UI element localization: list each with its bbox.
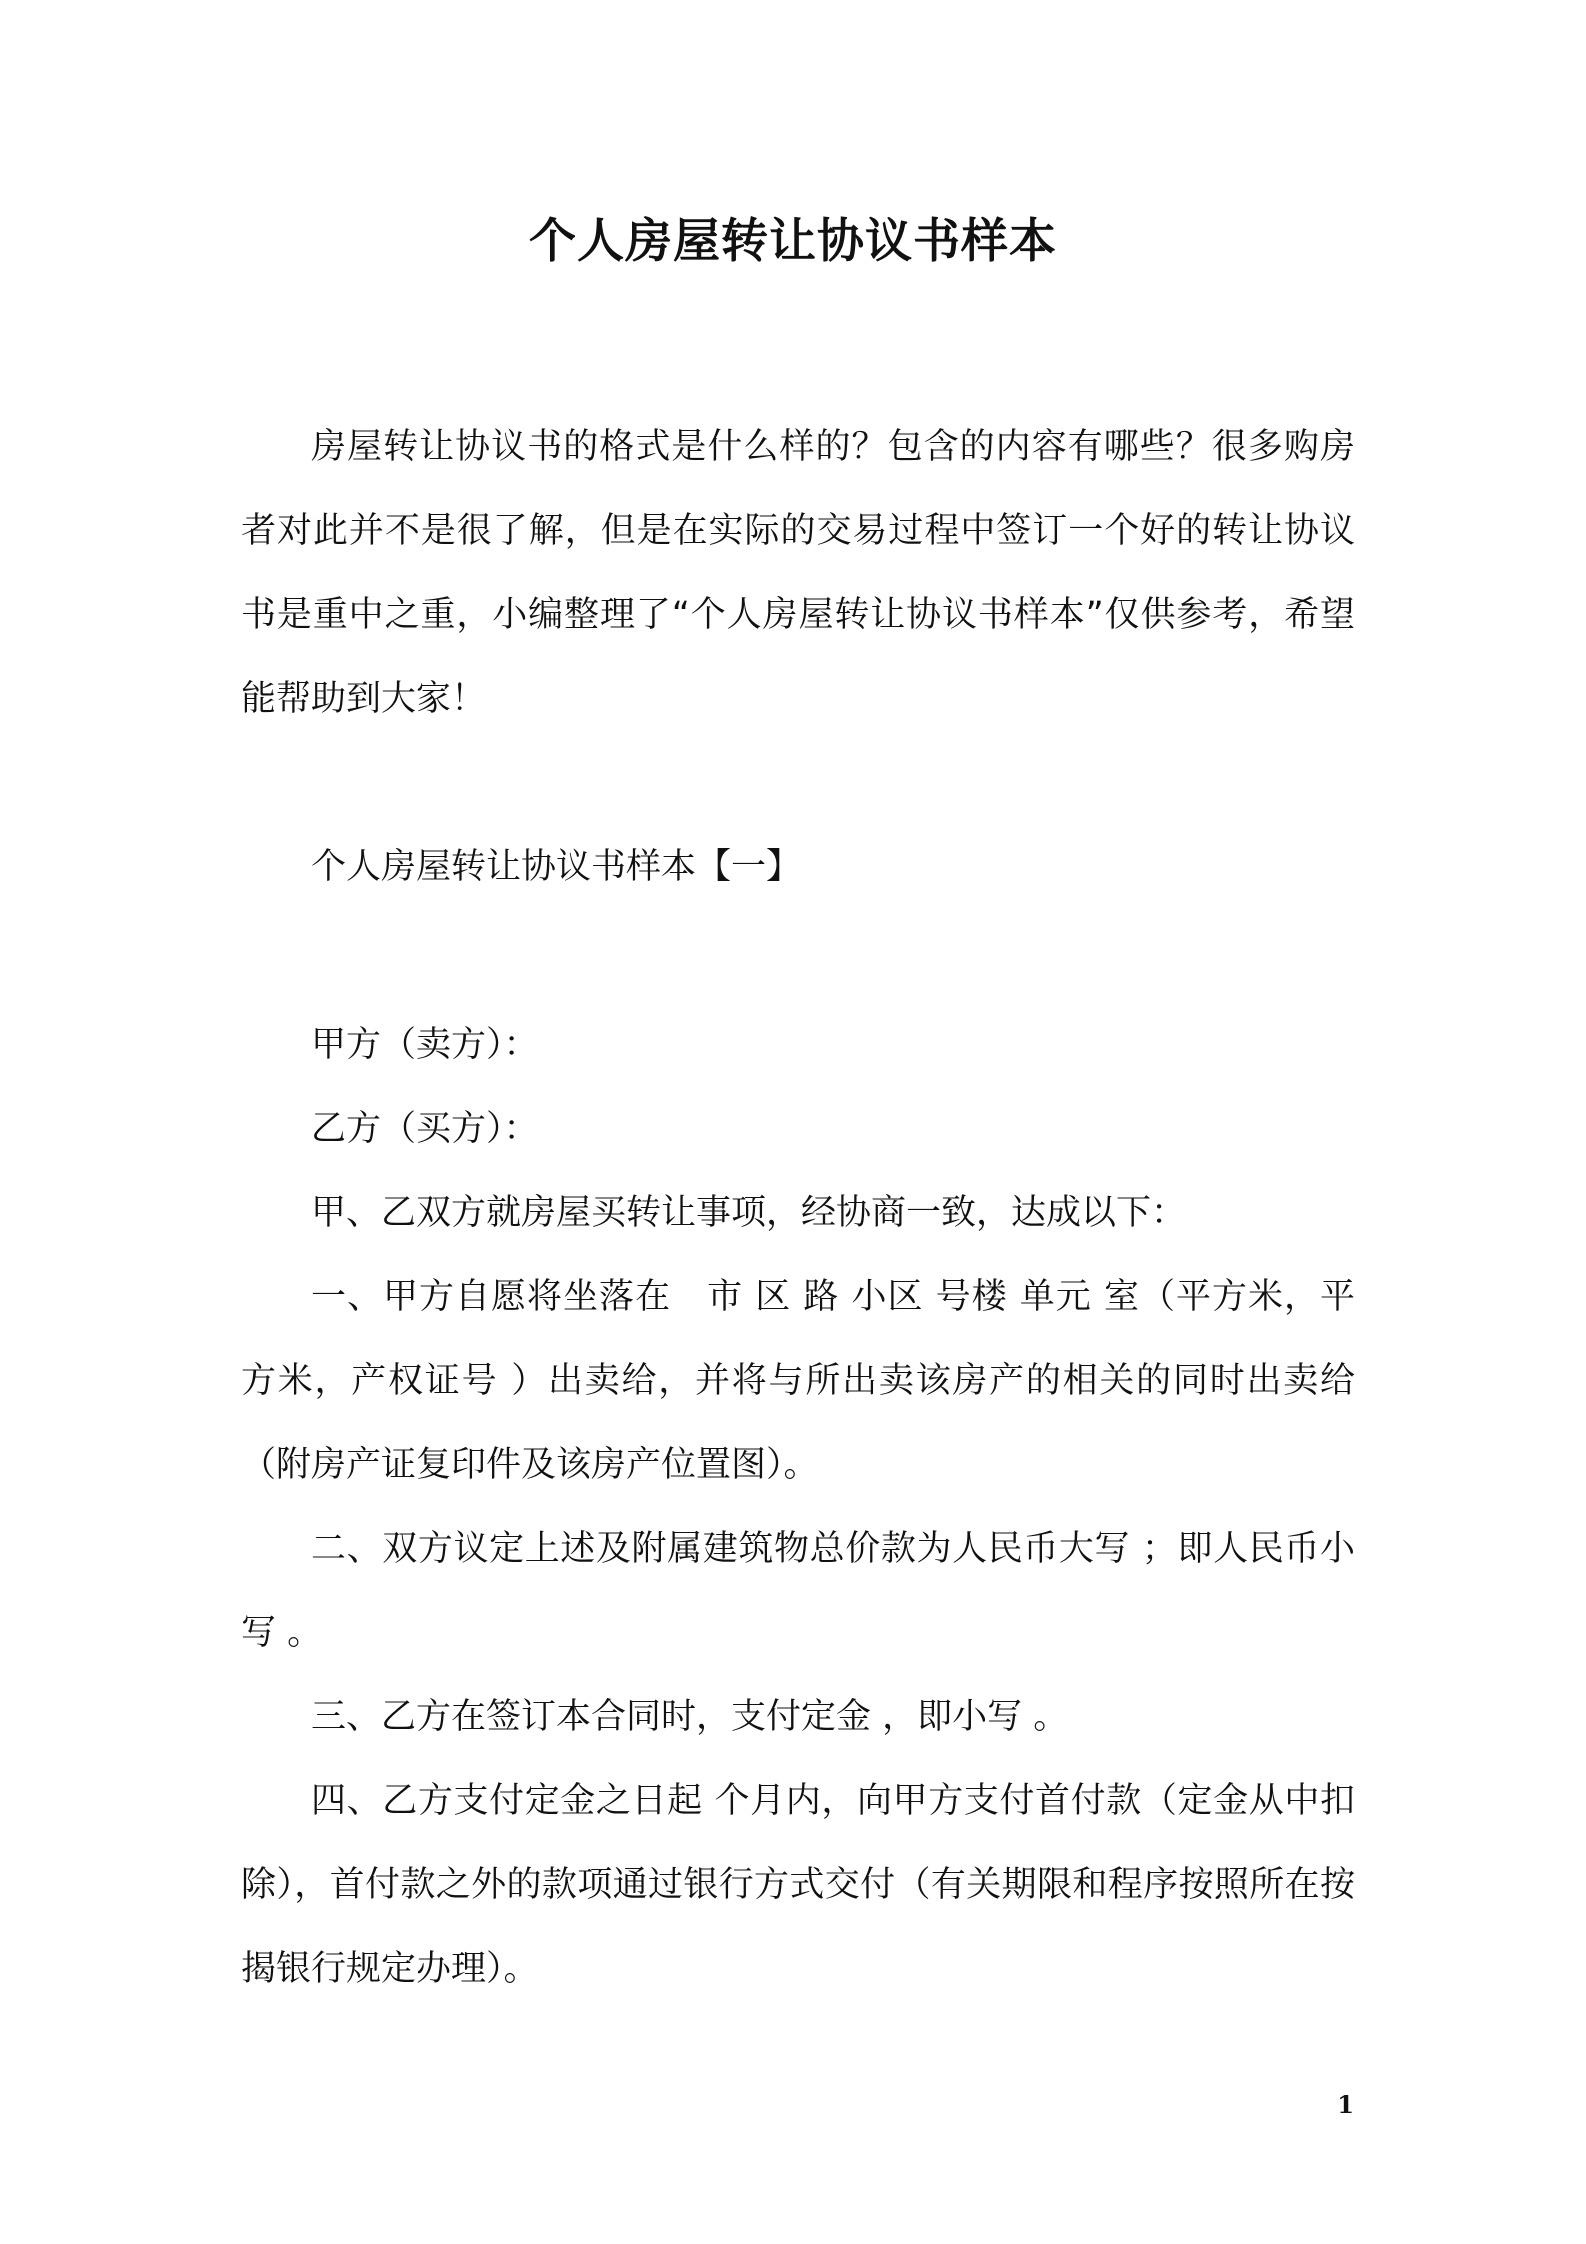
clause-1: 一、甲方自愿将坐落在 市 区 路 小区 号楼 单元 室（平方米，平方米，产权证号 ）出卖给，并将与所出卖该房产的相关的同时出卖给（附房产证复印件及该房产位置图）。 bbox=[241, 1277, 1355, 1485]
party-a-line: 甲方（卖方）： bbox=[311, 1025, 539, 1065]
party-b-line: 乙方（买方）： bbox=[311, 1109, 539, 1149]
page-number: 1 bbox=[1337, 2090, 1354, 2119]
clause-3: 三、乙方在签订本合同时，支付定金 ，即小写 。 bbox=[311, 1697, 1069, 1737]
intro-paragraph: 房屋转让协议书的格式是什么样的？包含的内容有哪些？很多购房者对此并不是很了解，但是在实际的交易过程中签订一个好的转让协议书是重中之重，小编整理了“个人房屋转让协议书样本”仅供参考，希望能帮助到大家！ bbox=[241, 427, 1355, 719]
section-heading: 个人房屋转让协议书样本【一】 bbox=[311, 847, 802, 887]
agreement-intro: 甲、乙双方就房屋买转让事项，经协商一致，达成以下： bbox=[311, 1193, 1187, 1233]
document-body bbox=[241, 405, 1355, 2011]
document-title: 个人房屋转让协议书样本 bbox=[529, 214, 1057, 269]
clause-4: 四、乙方支付定金之日起 个月内，向甲方支付首付款（定金从中扣除），首付款之外的款项通过银行方式交付（有关期限和程序按照所在按揭银行规定办理）。 bbox=[241, 1781, 1355, 1989]
clause-2: 二、双方议定上述及附属建筑物总价款为人民币大写 ；即人民币小写 。 bbox=[241, 1529, 1355, 1653]
